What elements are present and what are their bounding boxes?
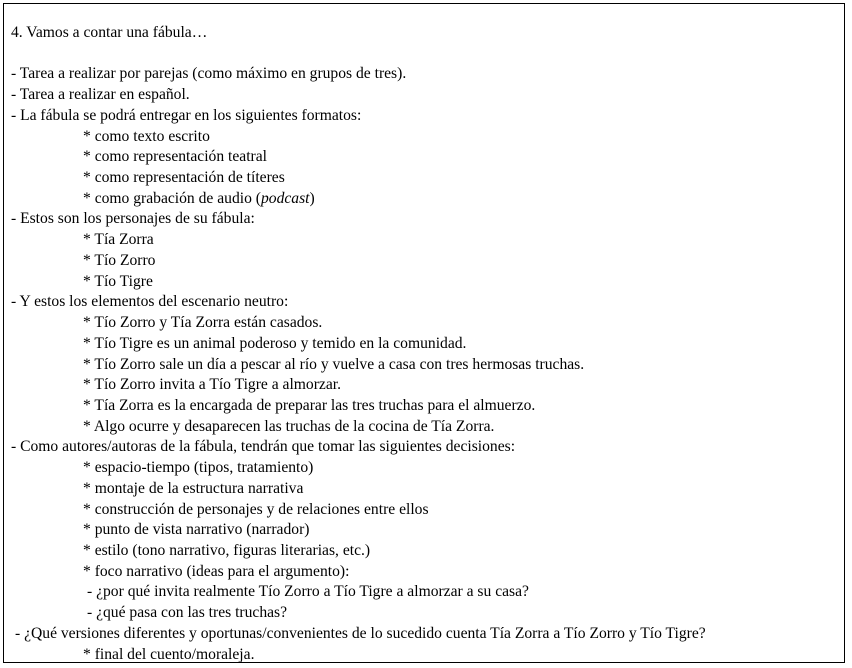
scenario-heading: - Y estos los elementos del escenario neutro: <box>11 293 289 311</box>
format-theatre: * como representación teatral <box>83 148 268 166</box>
format-written-text: * como texto escrito <box>83 127 210 145</box>
decision-item: * construcción de personajes y de relaciones entre ellos <box>83 500 429 518</box>
task-language: - Tarea a realizar en español. <box>11 86 190 104</box>
format-audio <box>11 189 706 210</box>
scenario-item: * Tío Zorro invita a Tío Tigre a almorzar. <box>83 376 341 394</box>
character-tio-tigre: * Tío Tigre <box>83 272 153 290</box>
decision-item: * montaje de la estructura narrativa <box>83 479 304 497</box>
format-puppets: * como representación de títeres <box>83 169 285 187</box>
scenario-item: * Tío Tigre es un animal poderoso y temido en la comunidad. <box>83 334 467 352</box>
decision-item: * estilo (tono narrativo, figuras literarias, etc.) <box>83 541 371 559</box>
focus-question: - ¿por qué invita realmente Tío Zorro a Tío Tigre a almorzar a su casa? <box>87 583 529 601</box>
scenario-item: * Tío Zorro y Tía Zorra están casados. <box>83 314 323 332</box>
character-tio-zorro: * Tío Zorro <box>83 251 156 269</box>
scenario-item: * Algo ocurre y desaparecen las truchas de la cocina de Tía Zorra. <box>83 417 495 435</box>
scenario-item: * Tía Zorra es la encargada de preparar las tres truchas para el almuerzo. <box>83 396 536 414</box>
decision-item: * espacio-tiempo (tipos, tratamiento) <box>83 459 314 477</box>
format-audio-podcast: podcast <box>260 189 310 207</box>
focus-question: - ¿qué pasa con las tres truchas? <box>87 604 288 622</box>
formats-heading: - La fábula se podrá entregar en los siguientes formatos: <box>11 106 362 124</box>
format-audio-text: * como grabación de audio ( <box>83 189 261 207</box>
characters-heading: - Estos son los personajes de su fábula: <box>11 210 255 228</box>
decision-item: * foco narrativo (ideas para el argumento): <box>83 562 350 580</box>
character-tia-zorra: * Tía Zorra <box>83 231 154 249</box>
format-audio-close: ) <box>309 189 315 207</box>
task-pairs: - Tarea a realizar por parejas (como máximo en grupos de tres). <box>11 65 407 83</box>
section-title: 4. Vamos a contar una fábula… <box>11 24 208 41</box>
fable-task-document <box>11 23 706 665</box>
decisions-heading: - Como autores/autoras de la fábula, tendrán que tomar las siguientes decisiones: <box>11 438 516 456</box>
versions-question: - ¿Qué versiones diferentes y oportunas/convenientes de lo sucedido cuenta Tía Zorra a Tío Zorro y Tío Tigre? <box>15 624 706 642</box>
ending-item: * final del cuento/moraleja. <box>83 645 255 663</box>
decision-item: * punto de vista narrativo (narrador) <box>83 521 310 539</box>
scenario-item: * Tío Zorro sale un día a pescar al río y vuelve a casa con tres hermosas truchas. <box>83 355 585 373</box>
